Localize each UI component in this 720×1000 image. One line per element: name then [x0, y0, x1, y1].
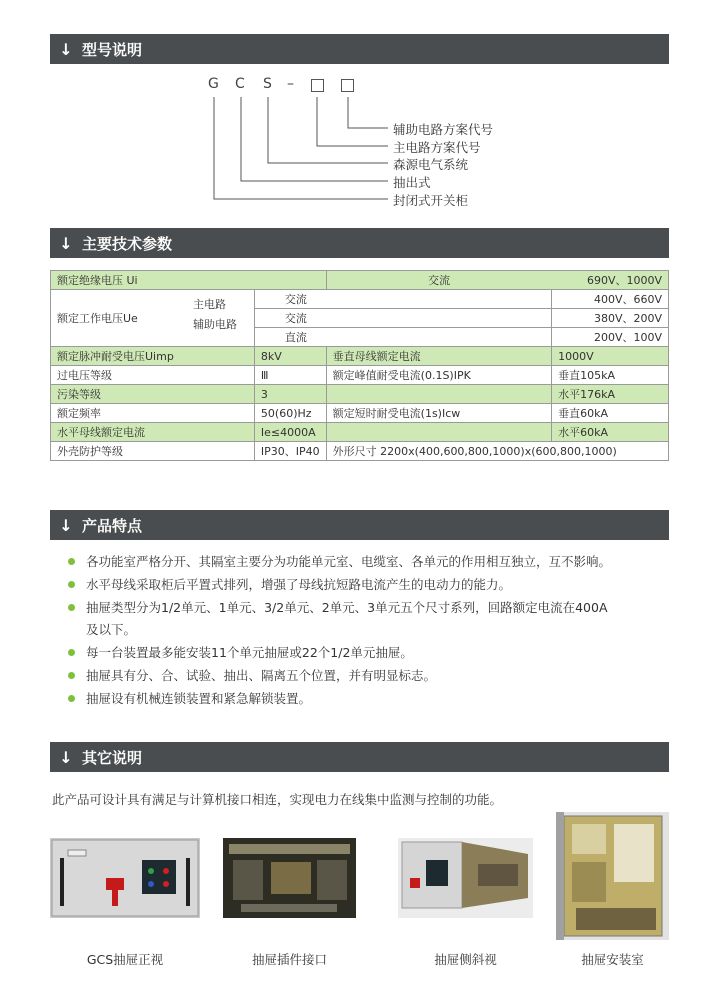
feature-list: [68, 552, 668, 709]
spec-cell: [51, 290, 255, 347]
list-item-continuation: [68, 620, 668, 640]
feature-text: 水平母线采取柜后平置式排列，增强了母线抗短路电流产生的电动力的能力。: [86, 577, 512, 592]
section-title: 其它说明: [82, 748, 143, 767]
drawer-chamber-photo: [556, 812, 669, 940]
spec-cell: 直流: [254, 328, 551, 347]
spec-cell: Ⅲ: [254, 366, 326, 385]
spec-table: [50, 270, 669, 461]
spec-cell: 200V、100V: [552, 328, 669, 347]
spec-cell: 1000V: [552, 347, 669, 366]
arrow-down-icon: ↓: [59, 747, 73, 767]
table-row: [51, 404, 669, 423]
drawer-side-photo: [398, 838, 533, 918]
feature-text: 抽屉设有机械连锁装置和紧急解锁装置。: [86, 691, 312, 706]
spec-cell: 额定绝缘电压 Ui: [51, 271, 327, 290]
model-label: 抽出式: [393, 175, 431, 190]
spec-cell: Ie≤4000A: [254, 423, 326, 442]
table-row: [51, 385, 669, 404]
bullet-icon: [68, 604, 75, 611]
code-g: G: [208, 76, 219, 92]
model-diagram: [0, 0, 720, 220]
photo-caption: 抽屉侧斜视: [434, 952, 497, 967]
table-row: [51, 271, 669, 290]
spec-cell: IP30、IP40: [254, 442, 326, 461]
bullet-icon: [68, 581, 75, 588]
spec-cell: 额定频率: [51, 404, 255, 423]
model-leader-lines: [0, 0, 720, 220]
section-title: 型号说明: [82, 40, 143, 59]
spec-cell: 380V、200V: [552, 309, 669, 328]
table-row: [51, 442, 669, 461]
spec-label: 额定工作电压Ue: [57, 312, 138, 325]
model-label: 森源电气系统: [393, 157, 469, 172]
drawer-front-photo: [50, 838, 200, 918]
spec-cell: 水平176kA: [552, 385, 669, 404]
spec-cell: 额定峰值耐受电流(0.1S)IPK: [326, 366, 552, 385]
photo-caption: GCS抽屉正视: [86, 952, 164, 967]
section-title: 主要技术参数: [82, 234, 173, 253]
spec-cell: 交流: [254, 309, 551, 328]
spec-cell: [326, 385, 552, 404]
section-title: 产品特点: [82, 516, 143, 535]
spec-cell: [552, 271, 669, 290]
section-header-other: [50, 742, 669, 772]
spec-cell: 外形尺寸 2200x(400,600,800,1000)x(600,800,1000): [326, 442, 668, 461]
feature-text: 抽屉具有分、合、试验、抽出、隔离五个位置，并有明显标志。: [86, 668, 437, 683]
model-label: 封闭式开关柜: [393, 193, 469, 208]
bullet-icon: [68, 695, 75, 702]
bullet-icon: [68, 558, 75, 565]
arrow-down-icon: ↓: [59, 515, 73, 535]
feature-text: 抽屉类型分为1/2单元、1单元、3/2单元、2单元、3单元五个尺寸系列，回路额定电流在400A: [86, 600, 608, 615]
spec-cell: 垂直105kA: [552, 366, 669, 385]
model-label: 辅助电路方案代号: [393, 122, 494, 137]
table-row: [51, 347, 669, 366]
spec-cell: 过电压等级: [51, 366, 255, 385]
bullet-icon: [68, 672, 75, 679]
spec-value: 690V、1000V: [586, 274, 662, 287]
spec-cell: 交流: [254, 290, 551, 309]
list-item: [68, 575, 668, 595]
spec-cell: 8kV: [254, 347, 326, 366]
list-item: [68, 666, 668, 686]
code-box-2: [341, 79, 354, 92]
code-s: S: [263, 76, 272, 92]
table-row: [51, 290, 669, 309]
spec-cell: 50(60)Hz: [254, 404, 326, 423]
spec-cell: 水平60kA: [552, 423, 669, 442]
arrow-down-icon: ↓: [59, 233, 73, 253]
list-item: [68, 689, 668, 709]
feature-text: 各功能室严格分开、其隔室主要分为功能单元室、电缆室、各单元的作用相互独立，互不影响。: [86, 554, 612, 569]
section-header-features: [50, 510, 669, 540]
list-item: [68, 598, 668, 618]
list-item: [68, 552, 668, 572]
code-box-1: [311, 79, 324, 92]
spec-cell: 垂直60kA: [552, 404, 669, 423]
drawer-connector-photo: [223, 838, 356, 918]
spec-cell: 垂直母线额定电流: [326, 347, 552, 366]
photo-caption: 抽屉插件接口: [251, 952, 327, 967]
spec-cell: 额定短时耐受电流(1s)Icw: [326, 404, 552, 423]
spec-sublabel: 辅助电路: [193, 318, 237, 331]
spec-cell: [326, 423, 552, 442]
spec-cell: 交流: [326, 271, 552, 290]
table-row: [51, 366, 669, 385]
other-note: 此产品可设计具有满足与计算机接口相连，实现电力在线集中监测与控制的功能。: [52, 792, 503, 807]
list-item: [68, 643, 668, 663]
bullet-icon: [68, 649, 75, 656]
spec-cell: 污染等级: [51, 385, 255, 404]
model-label: 主电路方案代号: [393, 140, 481, 155]
section-header-tech: [50, 228, 669, 258]
photo-caption: 抽屉安装室: [581, 952, 644, 967]
arrow-down-icon: ↓: [59, 39, 73, 59]
spec-cell: 外壳防护等级: [51, 442, 255, 461]
spec-cell: 额定脉冲耐受电压Uimp: [51, 347, 255, 366]
feature-text: 及以下。: [86, 622, 137, 637]
code-c: C: [235, 76, 245, 92]
feature-text: 每一台装置最多能安装11个单元抽屉或22个1/2单元抽屉。: [86, 645, 413, 660]
code-dash: –: [287, 76, 294, 92]
spec-cell: 3: [254, 385, 326, 404]
spec-sublabel: 主电路: [193, 298, 226, 311]
table-row: [51, 423, 669, 442]
spec-cell: 400V、660V: [552, 290, 669, 309]
spec-cell: 水平母线额定电流: [51, 423, 255, 442]
